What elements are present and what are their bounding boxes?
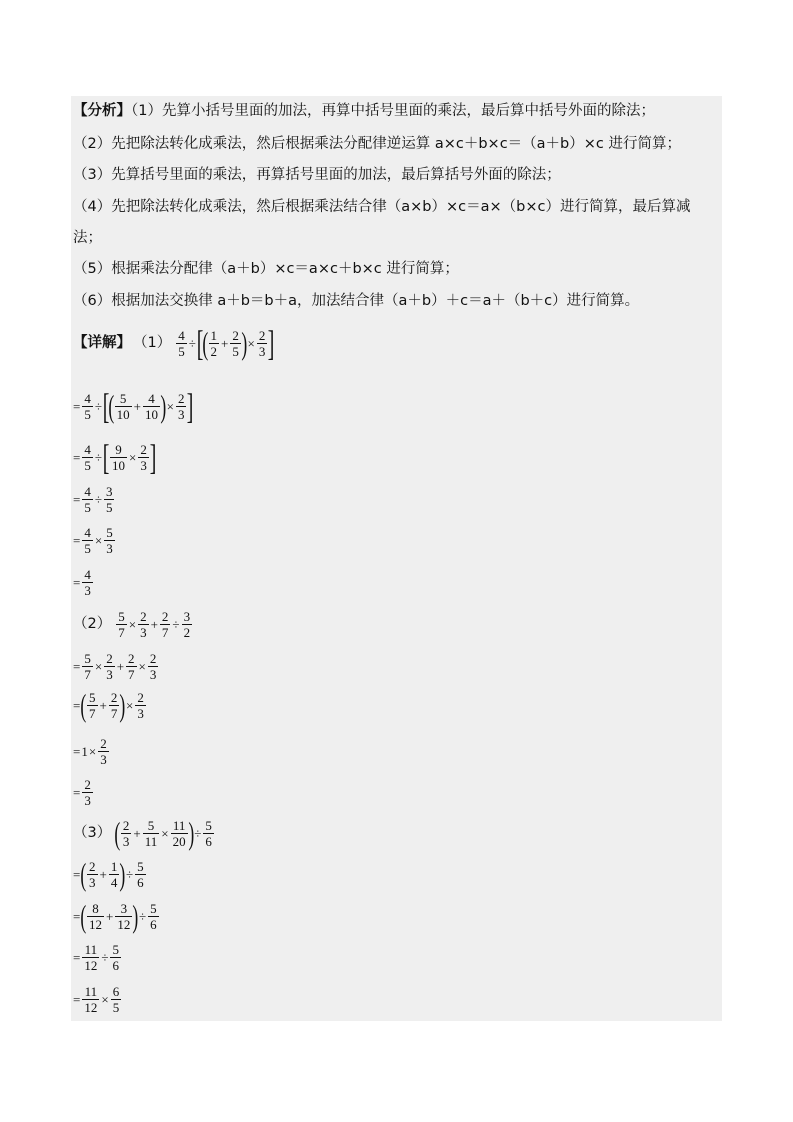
fraction	[160, 610, 171, 639]
analysis-line-2: （2）先把除法转化成乘法，然后根据乘法分配律逆运算 a×c＋b×c＝（a＋b）×c 进行简算；	[73, 136, 681, 152]
bracket: (	[80, 856, 87, 892]
denominator: 7	[118, 625, 125, 640]
numerator: 4	[84, 484, 91, 499]
numerator: 11	[84, 984, 98, 999]
step-2-line-2	[73, 687, 147, 723]
numerator: 2	[232, 327, 239, 343]
step-1-line-3	[73, 485, 115, 514]
fraction	[82, 526, 93, 555]
denominator: 10	[111, 457, 125, 473]
step-2-problem	[73, 610, 193, 639]
denominator: 6	[205, 833, 212, 849]
denominator: 3	[258, 343, 266, 359]
fraction	[115, 902, 132, 931]
denominator: 5	[232, 343, 239, 359]
numerator: 2	[100, 736, 107, 751]
fraction	[87, 902, 104, 931]
numerator: 2	[84, 777, 91, 792]
fraction	[138, 610, 149, 639]
math-symbol: ×	[166, 398, 174, 414]
denominator: 6	[137, 874, 144, 890]
bracket: (	[108, 388, 115, 424]
numerator: 8	[92, 900, 99, 916]
step-3-line-1	[73, 856, 147, 892]
numerator: 2	[140, 609, 147, 624]
math-symbol: ×	[161, 825, 169, 841]
problem-number: （2）	[73, 616, 112, 633]
math-symbol: ×	[88, 744, 97, 759]
step-1-line-5	[73, 568, 94, 597]
equals-sign: =	[73, 575, 81, 590]
math-symbol: +	[150, 617, 158, 632]
bracket: [	[102, 437, 110, 477]
bracket: (	[80, 898, 87, 934]
math-symbol: ×	[138, 659, 146, 674]
bracket: )	[132, 898, 139, 934]
numerator: 2	[140, 441, 147, 457]
denominator: 3	[100, 752, 107, 767]
equals-sign: =	[73, 398, 81, 414]
math-symbol: +	[99, 866, 107, 882]
content-panel	[71, 96, 722, 1021]
denominator: 5	[84, 457, 91, 473]
denominator: 5	[84, 406, 91, 422]
analysis-text-1: （1）先算小括号里面的加法，再算中括号里面的乘法，最后算中括号外面的除法；	[131, 103, 655, 119]
denominator: 4	[110, 874, 118, 890]
bracket: )	[241, 325, 248, 361]
denominator: 5	[112, 1000, 120, 1015]
numerator: 6	[112, 984, 120, 999]
fraction	[203, 819, 214, 848]
equals-sign: =	[73, 449, 81, 465]
math-symbol: ×	[94, 533, 103, 548]
bracket: ]	[187, 386, 194, 426]
denominator: 7	[89, 705, 96, 721]
numerator: 11	[172, 817, 186, 833]
math-symbol: ×	[94, 659, 103, 674]
denominator: 12	[84, 1000, 98, 1015]
fraction	[135, 860, 146, 889]
fraction	[110, 443, 127, 472]
math-symbol: ÷	[94, 449, 102, 465]
analysis-line-6: （5）根据乘法分配律（a＋b）×c＝a×c＋b×c 进行简算；	[73, 261, 459, 277]
numerator: 2	[89, 858, 96, 874]
fraction	[121, 819, 132, 848]
denominator: 12	[89, 916, 102, 932]
denominator: 3	[122, 833, 130, 849]
bracket: (	[114, 815, 121, 851]
math-symbol: +	[99, 697, 107, 713]
denominator: 3	[149, 667, 157, 682]
denominator: 11	[144, 833, 158, 849]
numerator: 5	[119, 390, 127, 406]
numerator: 4	[84, 390, 91, 406]
fraction	[148, 902, 159, 931]
denominator: 3	[106, 541, 113, 556]
math-symbol: ÷	[139, 908, 147, 924]
math-symbol: ×	[247, 335, 255, 351]
bracket: (	[202, 325, 209, 361]
fraction	[116, 610, 127, 639]
fraction	[148, 652, 159, 681]
denominator: 12	[117, 916, 131, 932]
fraction	[109, 860, 120, 889]
numerator: 4	[178, 327, 185, 343]
numerator: 2	[137, 689, 144, 705]
numerator: 2	[258, 327, 266, 343]
math-symbol: ÷	[94, 398, 102, 414]
fraction	[82, 778, 93, 807]
numerator: 2	[149, 651, 157, 666]
denominator: 3	[84, 583, 91, 598]
denominator: 6	[150, 916, 157, 932]
fraction	[110, 943, 121, 972]
step-3-line-3	[73, 943, 122, 972]
step-1-problem	[73, 323, 275, 363]
denominator: 3	[140, 625, 147, 640]
math-symbol: ÷	[194, 825, 202, 841]
bracket: [	[102, 386, 110, 426]
math-symbol: ×	[128, 449, 137, 465]
step-3-line-4	[73, 985, 122, 1014]
numerator: 1	[210, 327, 218, 343]
math-symbol: +	[116, 659, 125, 674]
numerator: 11	[84, 942, 98, 957]
numerator: 3	[183, 609, 191, 624]
math-symbol: 1	[81, 744, 88, 759]
numerator: 3	[120, 900, 128, 916]
math-symbol: +	[106, 908, 114, 924]
step-2-line-4	[73, 778, 94, 807]
step-1-line-4	[73, 526, 116, 555]
denominator: 5	[178, 343, 185, 359]
denominator: 7	[110, 705, 118, 721]
denominator: 3	[89, 874, 96, 890]
fraction	[82, 443, 93, 472]
equals-sign: =	[73, 659, 81, 674]
fraction	[257, 329, 268, 358]
numerator: 2	[122, 817, 130, 833]
numerator: 4	[148, 390, 155, 406]
fraction	[104, 485, 115, 514]
numerator: 5	[137, 858, 144, 874]
math-symbol: ÷	[94, 492, 102, 507]
equals-sign: =	[73, 533, 81, 548]
numerator: 5	[205, 817, 212, 833]
denominator: 2	[210, 343, 218, 359]
numerator: 2	[161, 609, 169, 624]
fraction	[87, 860, 98, 889]
math-symbol: ÷	[126, 866, 134, 882]
fraction	[104, 526, 115, 555]
bracket: [	[196, 323, 204, 363]
fraction	[176, 329, 187, 358]
equals-sign: =	[73, 697, 81, 713]
detail-label: 【详解】	[73, 334, 131, 351]
equals-sign: =	[73, 908, 81, 924]
fraction	[87, 691, 98, 720]
denominator: 20	[172, 833, 186, 849]
step-2-line-1	[73, 652, 159, 681]
numerator: 2	[110, 689, 118, 705]
problem-number: （1）	[133, 334, 172, 351]
denominator: 7	[128, 667, 135, 682]
fraction	[98, 737, 109, 766]
numerator: 9	[115, 441, 122, 457]
denominator: 12	[84, 958, 98, 973]
numerator: 1	[110, 858, 118, 874]
denominator: 7	[84, 667, 91, 682]
fraction	[138, 443, 149, 472]
equals-sign: =	[73, 992, 81, 1007]
numerator: 4	[84, 441, 91, 457]
numerator: 5	[147, 817, 155, 833]
analysis-line-7: （6）根据加法交换律 a＋b＝b＋a，加法结合律（a＋b）＋c＝a＋（b＋c）进行简算。	[73, 293, 640, 309]
denominator: 3	[137, 705, 144, 721]
bracket: )	[160, 388, 167, 424]
fraction	[82, 568, 93, 597]
denominator: 3	[106, 667, 113, 682]
math-symbol: ÷	[188, 335, 196, 351]
math-symbol: +	[133, 398, 141, 414]
analysis-label: 【分析】	[73, 103, 131, 119]
bracket: )	[119, 687, 126, 723]
fraction	[176, 392, 187, 421]
bracket: )	[119, 856, 126, 892]
denominator: 5	[105, 500, 113, 515]
numerator: 5	[118, 609, 125, 624]
fraction	[82, 943, 99, 972]
step-1-line-2	[73, 437, 157, 477]
numerator: 5	[89, 689, 96, 705]
fraction	[143, 819, 160, 848]
fraction	[109, 691, 120, 720]
fraction	[82, 485, 93, 514]
numerator: 2	[177, 390, 185, 406]
analysis-line-5: 法；	[73, 230, 102, 246]
denominator: 5	[84, 500, 91, 515]
fraction	[82, 392, 93, 421]
fraction	[135, 691, 146, 720]
equals-sign: =	[73, 744, 81, 759]
equals-sign: =	[73, 950, 81, 965]
step-2-line-3	[73, 737, 110, 766]
analysis-line-1	[73, 101, 655, 121]
denominator: 3	[84, 793, 91, 808]
math-symbol: +	[221, 335, 229, 351]
step-1-line-1	[73, 386, 194, 426]
numerator: 2	[106, 651, 113, 666]
fraction	[111, 985, 122, 1014]
numerator: 5	[112, 942, 119, 957]
equals-sign: =	[73, 785, 81, 800]
math-symbol: ×	[101, 992, 109, 1007]
fraction	[82, 652, 93, 681]
denominator: 10	[144, 406, 158, 422]
math-symbol: ×	[128, 617, 137, 632]
denominator: 10	[116, 406, 130, 422]
numerator: 2	[128, 651, 135, 666]
step-3-line-2	[73, 898, 160, 934]
math-symbol: ÷	[172, 617, 180, 632]
analysis-line-4: （4）先把除法转化成乘法，然后根据乘法结合律（a×b）×c＝a×（b×c）进行简算，最后算减	[73, 199, 691, 215]
equals-sign: =	[73, 866, 81, 882]
numerator: 5	[84, 651, 91, 666]
denominator: 6	[112, 958, 119, 973]
denominator: 5	[84, 541, 91, 556]
fraction	[230, 329, 241, 358]
equals-sign: =	[73, 492, 81, 507]
numerator: 4	[84, 567, 91, 582]
analysis-line-3: （3）先算括号里面的乘法，再算括号里面的加法，最后算括号外面的除法；	[73, 167, 561, 183]
denominator: 7	[161, 625, 169, 640]
numerator: 3	[105, 484, 113, 499]
numerator: 4	[84, 525, 91, 540]
fraction	[143, 392, 160, 421]
fraction	[126, 652, 137, 681]
fraction	[115, 392, 132, 421]
fraction	[209, 329, 220, 358]
math-symbol: ÷	[101, 950, 109, 965]
numerator: 5	[150, 900, 157, 916]
math-symbol: ×	[126, 697, 134, 713]
denominator: 3	[177, 406, 185, 422]
fraction	[171, 819, 188, 848]
denominator: 3	[140, 457, 147, 473]
bracket: (	[80, 687, 87, 723]
bracket: ]	[268, 323, 275, 363]
bracket: )	[188, 815, 194, 851]
denominator: 2	[183, 625, 191, 640]
math-symbol: +	[133, 825, 141, 841]
fraction	[82, 985, 99, 1014]
step-3-problem	[73, 815, 215, 851]
fraction	[104, 652, 115, 681]
numerator: 5	[106, 525, 113, 540]
fraction	[182, 610, 193, 639]
problem-number: （3）	[73, 824, 112, 841]
bracket: ]	[149, 437, 157, 477]
